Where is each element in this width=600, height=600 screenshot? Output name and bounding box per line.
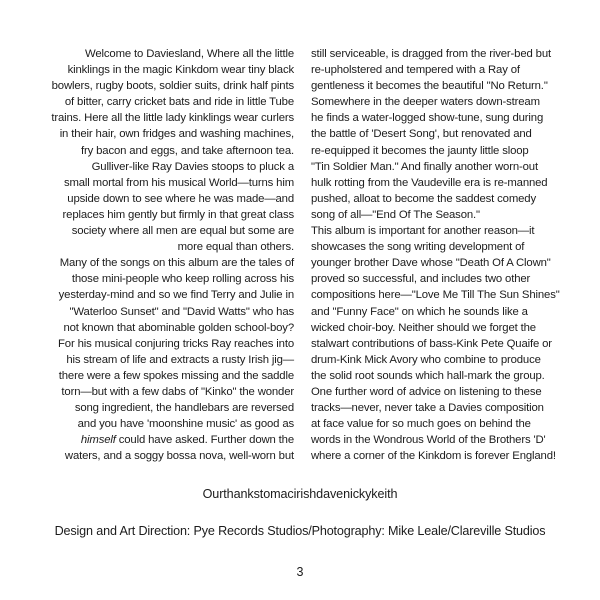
design-credits: Design and Art Direction: Pye Records Studios/Photography: Mike Leale/Clareville Studios — [54, 524, 546, 538]
text-line: in their hair, own fridges and washing machines, — [59, 128, 294, 141]
text-line: gentleness it becomes the beautiful "No Return." — [311, 80, 548, 93]
liner-notes-left-column — [31, 46, 294, 464]
text-line: Welcome to Daviesland, Where all the little — [85, 48, 294, 60]
text-line: "Tin Soldier Man." And finally another worn-out — [311, 160, 538, 173]
text-line: song ingredient, the handlebars are reversed — [74, 402, 294, 415]
text-line: younger brother Dave whose "Death Of A Clown" — [311, 257, 551, 270]
text-line: small mortal from his musical World—turns him — [63, 176, 294, 189]
text-line: Many of the songs on this album are the tales of — [59, 257, 294, 270]
text-line: there were a few spokes missing and the saddle — [58, 369, 294, 382]
text-line: re-upholstered and tempered with a Ray of — [311, 64, 520, 77]
text-line: bowlers, rugby boots, soldier suits, drink half pints — [51, 80, 294, 93]
text-line: This album is important for another reason—it — [311, 225, 535, 238]
text-line: drum-Kink Mick Avory who combine to produce — [311, 353, 541, 366]
text-line: yesterday-mind and so we find Terry and Julie in — [58, 289, 294, 302]
text-line: his stream of life and extracts a rusty Irish jig— — [66, 353, 294, 366]
text-line: For his musical conjuring tricks Ray reaches into — [58, 337, 294, 350]
text-line: society where all men are equal but some are — [71, 225, 294, 238]
text-line: still serviceable, is dragged from the river-bed but — [311, 48, 551, 60]
text-line: tracks—never, never take a Davies composition — [311, 402, 544, 415]
text-line: One further word of advice on listening to these — [311, 385, 542, 398]
text-line: and "Funny Face" on which he sounds like a — [311, 305, 528, 318]
text-line: those mini-people who keep rolling across his — [71, 273, 294, 286]
text-line: kinklings in the magic Kinkdom wear tiny black — [67, 64, 294, 77]
text-line: he finds a water-logged show-tune, sung during — [311, 112, 544, 125]
liner-notes-right-column — [311, 46, 571, 464]
text-line: proved so successful, and includes two other — [311, 273, 531, 286]
text-line: words in the Wondrous World of the Brothers 'D' — [311, 434, 546, 447]
text-line: the battle of 'Desert Song', but renovated and — [311, 128, 532, 141]
text-line: of bitter, carry cricket bats and ride in little Tube — [64, 96, 294, 109]
text-line: "Waterloo Sunset" and "David Watts" who has — [69, 305, 294, 318]
text-line: torn—but with a few dabs of "Kinko" the wonder — [61, 385, 294, 398]
text-line: replaces him gently but firmly in that great class — [62, 208, 294, 221]
text-line: re-equipped it becomes the jaunty little sloop — [311, 144, 529, 157]
text-line: at face value for so much goes on behind the — [311, 418, 531, 431]
page-number: 3 — [296, 565, 304, 579]
text-line: more equal than others. — [177, 241, 294, 254]
text-line: wicked choir-boy. Neither should we forget the — [311, 321, 536, 334]
thanks-line: Ourthankstomacirishdavenickykeith — [202, 487, 398, 501]
text-line: pushed, alloat to become the saddest comedy — [311, 192, 536, 205]
text-line: where a corner of the Kinkdom is forever England! — [311, 450, 556, 463]
text-line: Somewhere in the deeper waters down-stream — [311, 96, 540, 109]
text-line: not known that abominable golden school-boy? — [63, 321, 294, 334]
text-line: the solid root sounds which hall-mark the group. — [311, 369, 545, 382]
text-line: fry bacon and eggs, and take afternoon tea. — [80, 144, 294, 157]
text-line: Gulliver-like Ray Davies stoops to pluck a — [91, 160, 294, 173]
text-line: song of all—"End Of The Season." — [311, 208, 480, 221]
text-line: trains. Here all the little lady kinklings wear curlers — [51, 112, 294, 125]
text-line: waters, and a soggy bossa nova, well-worn but — [64, 450, 294, 463]
text-line: compositions here—"Love Me Till The Sun Shines" — [311, 289, 560, 302]
text-line: showcases the song writing development of — [311, 241, 525, 254]
text-line: hulk rotting from the Vaudeville era is re-manned — [311, 176, 548, 189]
text-line: and you have 'moonshine music' as good as — [77, 418, 294, 431]
text-line: stalwart contributions of bass-Kink Pete Quaife or — [311, 337, 552, 350]
text-line: upside down to see where he was made—and — [67, 192, 294, 205]
text-line: himself could have asked. Further down the — [80, 434, 294, 447]
